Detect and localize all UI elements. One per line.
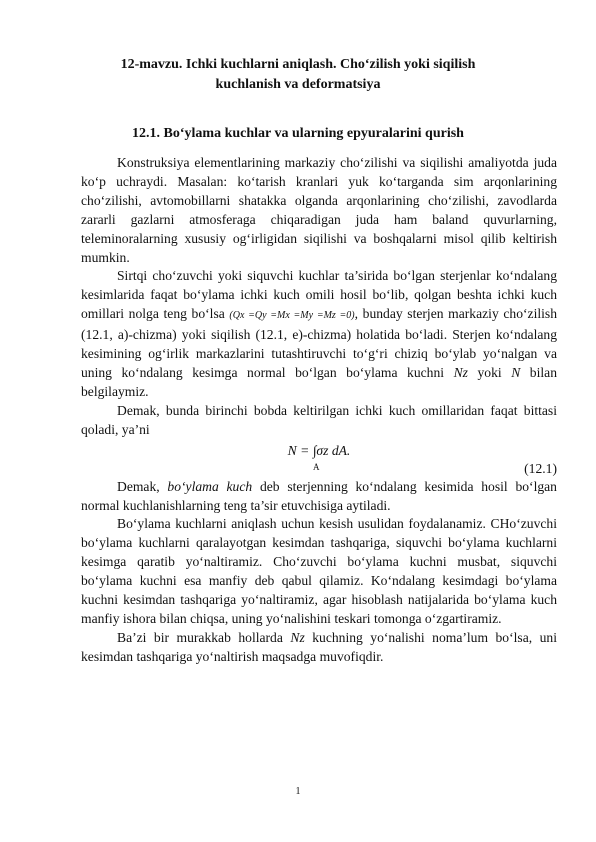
paragraph-1: Konstruksiya elementlarining markaziy cho‘zilishi va siqilishi amaliyotda juda ko‘p uchraydi. Masalan: ko‘tarish kranlari yuk ko‘targanda sim arqonlarining cho‘zilishi, avtomobillarni shatakka olganda arqonlarining cho‘zilishi, zavodlarda zararli gazlarni atmosferaga chiqaradigan juda ham baland quvurlarning, teleminoralarning xususiy og‘irligidan siqilishi va boshqalarni misol qilib keltirish mumkin. [81,155,557,265]
formula-lower-limit: A [313,461,320,472]
title-line-2: kuchlanish va deformatsiya [215,77,381,92]
formula-number: (12.1) [524,460,557,476]
formula-12-1 [81,440,557,478]
zero-condition: (Qx =Qy =Mx =My =Mz =0) [229,310,355,322]
paragraph-2-part-a: Sirtqi cho‘zuvchi yoki siquvchi kuchlar ta’sirida bo‘lgan sterjenlar ko‘ndalang kesimlarida faqat bo‘ylama ichki kuch omili hosil bo‘lib, qolgan beshta ichki kuch omillari nolga teng bo‘lsa [81,268,557,322]
title-line-1: 12-mavzu. Ichki kuchlarni aniqlash. Cho‘zilish yoki siqilish [120,57,476,72]
term-boylama-kuch: bo‘ylama kuch [167,478,253,494]
paragraph-6-part-b: kuchning yo‘nalishi noma’lum bo‘lsa, uni kesimdan tashqariga yo‘naltirish maqsadga muvofiqdir. [81,629,557,664]
paragraph-4 [81,478,557,516]
section-heading: 12.1. Bo‘ylama kuchlar va ularning epyuralarini qurish [132,126,464,141]
page-title [60,55,536,95]
symbol-nz-2: Nz [290,629,305,645]
paragraph-2 [81,267,557,401]
paragraph-4-part-b: deb sterjenning ko‘ndalang kesimida hosil bo‘lgan normal kuchlanishlarning teng ta’sir etuvchisiga aytiladi. [81,478,557,513]
paragraph-2-part-b: , bunday sterjen markaziy cho‘zilish (12.1, a)-chizma) yoki siqilish (12.1, e)-chizma) holatida bo‘ladi. Sterjen ko‘ndalang kesimining og‘irlik markazlarini tutashtiruvchi to‘g‘ri chiziq bo‘ylab yo‘nalgan va uning ko‘ndalang kesimga normal bo‘lgan bo‘ylama kuchni [81,306,557,380]
paragraph-2-part-c: yoki [467,364,512,380]
formula-expression: N = ∫σz dA. [287,442,351,458]
page-number: 1 [295,786,301,797]
paragraph-6 [81,629,557,667]
symbol-n: N [511,364,521,380]
symbol-nz: Nz [453,364,468,380]
paragraph-4-part-a: Demak, [117,478,168,494]
paragraph-2-part-d: bilan belgilaymiz. [81,364,557,399]
paragraph-5: Bo‘ylama kuchlarni aniqlash uchun kesish usulidan foydalanamiz. CHo‘zuvchi bo‘ylama kuchlarni qaralayotgan kesimdan tashqariga, siquvchi bo‘ylama kuchlarni kesimga qaratib yo‘naltiramiz. Cho‘zuvchi bo‘ylama kuchni musbat, siquvchi bo‘ylama kuchni esa manfiy deb qabul qilamiz. Ko‘ndalang kesimdagi bo‘ylama kuchni kesimdan tashqariga yo‘naltiramiz, agar hisoblash natijalarida bo‘ylama kuch manfiy ishora bilan chiqsa, uning yo‘nalishini teskari tomonga o‘zgartiramiz. [81,516,557,626]
paragraph-6-part-a: Ba’zi bir murakkab hollarda [117,629,291,645]
document-body [81,154,557,667]
paragraph-3: Demak, bunda birinchi bobda keltirilgan ichki kuch omillaridan faqat bittasi qoladi, ya’ni [81,402,557,437]
